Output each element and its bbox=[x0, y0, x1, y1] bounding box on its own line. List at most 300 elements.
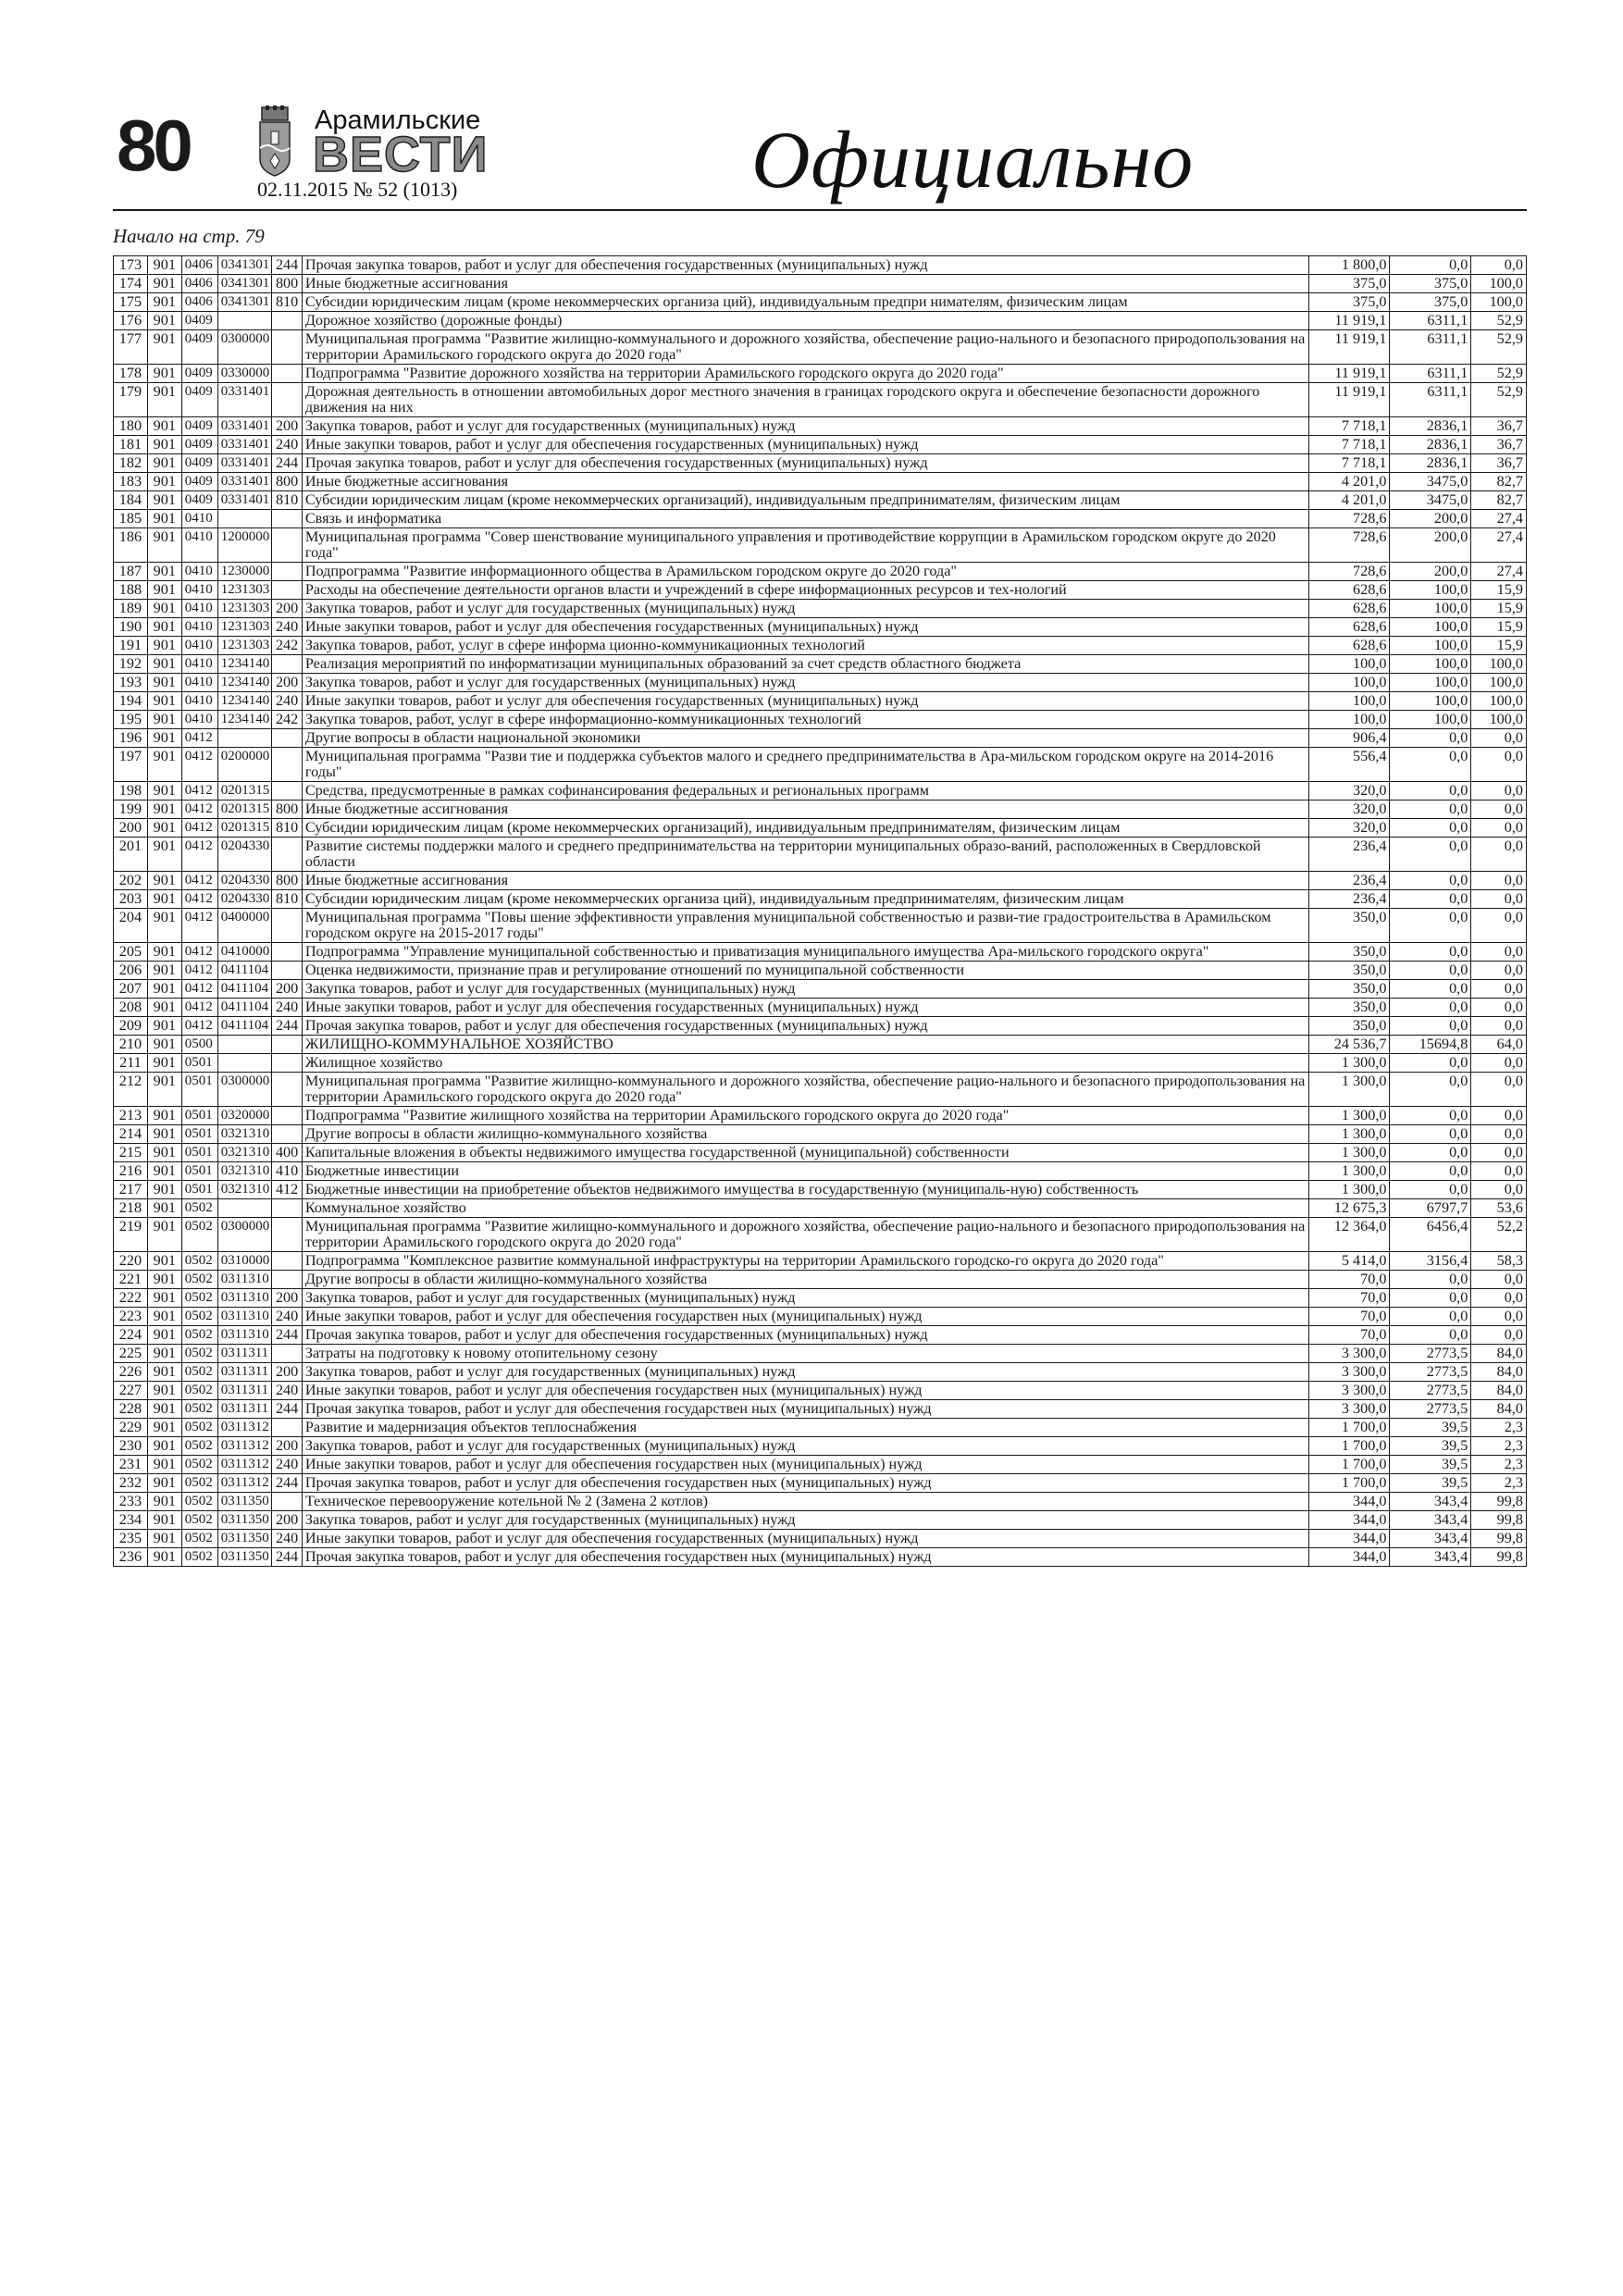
expense-type-code: 244 bbox=[272, 1326, 303, 1345]
department-code: 901 bbox=[147, 1530, 181, 1548]
row-number: 212 bbox=[114, 1073, 148, 1107]
table-row bbox=[114, 417, 1527, 436]
table-row bbox=[114, 782, 1527, 800]
planned-amount: 100,0 bbox=[1308, 655, 1390, 674]
actual-amount: 2836,1 bbox=[1390, 454, 1471, 473]
table-row bbox=[114, 1511, 1527, 1530]
target-article-code: 0311311 bbox=[217, 1382, 272, 1400]
table-row bbox=[114, 729, 1527, 748]
expense-name: ЖИЛИЩНО-КОММУНАЛЬНОЕ ХОЗЯЙСТВО bbox=[302, 1036, 1308, 1054]
row-number: 215 bbox=[114, 1144, 148, 1162]
expense-type-code: 240 bbox=[272, 1530, 303, 1548]
expense-name: Субсидии юридическим лицам (кроме некоммерческих организа ций), индивидуальным предпринимателям, физическим лицам bbox=[302, 890, 1308, 909]
department-code: 901 bbox=[147, 1345, 181, 1363]
section-code: 0410 bbox=[181, 711, 217, 729]
target-article-code: 1234140 bbox=[217, 711, 272, 729]
table-row bbox=[114, 1530, 1527, 1548]
section-code: 0410 bbox=[181, 528, 217, 563]
actual-amount: 0,0 bbox=[1390, 1289, 1471, 1308]
section-code: 0412 bbox=[181, 800, 217, 819]
execution-percent: 0,0 bbox=[1471, 1054, 1527, 1073]
planned-amount: 24 536,7 bbox=[1308, 1036, 1390, 1054]
expense-type-code bbox=[272, 782, 303, 800]
row-number: 178 bbox=[114, 365, 148, 383]
actual-amount: 0,0 bbox=[1390, 872, 1471, 890]
actual-amount: 2836,1 bbox=[1390, 417, 1471, 436]
actual-amount: 0,0 bbox=[1390, 1125, 1471, 1144]
expense-name: Субсидии юридическим лицам (кроме некоммерческих организа ций), индивидуальным предпри нимателям, физическим лицам bbox=[302, 293, 1308, 312]
execution-percent: 58,3 bbox=[1471, 1252, 1527, 1271]
expense-name: Бюджетные инвестиции на приобретение объектов недвижимого имущества в государственную (муниципаль-ную) собственность bbox=[302, 1181, 1308, 1199]
actual-amount: 0,0 bbox=[1390, 819, 1471, 838]
target-article-code: 0311310 bbox=[217, 1271, 272, 1289]
department-code: 901 bbox=[147, 563, 181, 581]
section-code: 0502 bbox=[181, 1511, 217, 1530]
execution-percent: 84,0 bbox=[1471, 1382, 1527, 1400]
expense-name: Закупка товаров, работ, услуг в сфере информационно-коммуникационных технологий bbox=[302, 711, 1308, 729]
section-title: Официально bbox=[751, 116, 1195, 205]
execution-percent: 36,7 bbox=[1471, 417, 1527, 436]
row-number: 177 bbox=[114, 330, 148, 365]
section-code: 0502 bbox=[181, 1271, 217, 1289]
table-row bbox=[114, 1419, 1527, 1437]
header-divider bbox=[113, 209, 1527, 211]
section-code: 0502 bbox=[181, 1218, 217, 1252]
execution-percent: 15,9 bbox=[1471, 581, 1527, 600]
section-code: 0502 bbox=[181, 1345, 217, 1363]
expense-name: Другие вопросы в области национальной экономики bbox=[302, 729, 1308, 748]
execution-percent: 0,0 bbox=[1471, 980, 1527, 999]
planned-amount: 350,0 bbox=[1308, 943, 1390, 962]
section-code: 0406 bbox=[181, 275, 217, 293]
planned-amount: 350,0 bbox=[1308, 962, 1390, 980]
department-code: 901 bbox=[147, 454, 181, 473]
execution-percent: 0,0 bbox=[1471, 1107, 1527, 1125]
department-code: 901 bbox=[147, 1308, 181, 1326]
section-code: 0412 bbox=[181, 819, 217, 838]
expense-name: Техническое перевооружение котельной № 2 (Замена 2 котлов) bbox=[302, 1493, 1308, 1511]
section-code: 0406 bbox=[181, 256, 217, 275]
department-code: 901 bbox=[147, 1326, 181, 1345]
actual-amount: 39,5 bbox=[1390, 1437, 1471, 1456]
expense-type-code: 244 bbox=[272, 1548, 303, 1567]
table-row bbox=[114, 872, 1527, 890]
section-code: 0410 bbox=[181, 618, 217, 637]
table-row bbox=[114, 980, 1527, 999]
section-code: 0502 bbox=[181, 1382, 217, 1400]
execution-percent: 0,0 bbox=[1471, 872, 1527, 890]
execution-percent: 100,0 bbox=[1471, 674, 1527, 692]
execution-percent: 0,0 bbox=[1471, 800, 1527, 819]
expense-name: Иные бюджетные ассигнования bbox=[302, 800, 1308, 819]
expense-type-code bbox=[272, 528, 303, 563]
row-number: 191 bbox=[114, 637, 148, 655]
expense-type-code bbox=[272, 1493, 303, 1511]
expense-type-code bbox=[272, 510, 303, 528]
section-code: 0412 bbox=[181, 838, 217, 872]
planned-amount: 1 300,0 bbox=[1308, 1107, 1390, 1125]
actual-amount: 100,0 bbox=[1390, 581, 1471, 600]
planned-amount: 344,0 bbox=[1308, 1548, 1390, 1567]
department-code: 901 bbox=[147, 600, 181, 618]
target-article-code: 0311311 bbox=[217, 1345, 272, 1363]
target-article-code: 0331401 bbox=[217, 491, 272, 510]
expense-type-code bbox=[272, 1252, 303, 1271]
target-article-code: 0201315 bbox=[217, 782, 272, 800]
target-article-code: 0411104 bbox=[217, 980, 272, 999]
planned-amount: 70,0 bbox=[1308, 1308, 1390, 1326]
expense-type-code: 244 bbox=[272, 454, 303, 473]
execution-percent: 100,0 bbox=[1471, 275, 1527, 293]
department-code: 901 bbox=[147, 1474, 181, 1493]
row-number: 229 bbox=[114, 1419, 148, 1437]
expense-name: Подпрограмма "Комплексное развитие коммунальной инфраструктуры на территории Арамильского городско-го округа до 2020 года" bbox=[302, 1252, 1308, 1271]
planned-amount: 350,0 bbox=[1308, 999, 1390, 1017]
execution-percent: 0,0 bbox=[1471, 1308, 1527, 1326]
expense-type-code bbox=[272, 1199, 303, 1218]
section-code: 0412 bbox=[181, 1017, 217, 1036]
target-article-code: 0310000 bbox=[217, 1252, 272, 1271]
actual-amount: 0,0 bbox=[1390, 980, 1471, 999]
planned-amount: 1 700,0 bbox=[1308, 1419, 1390, 1437]
expense-name: Иные закупки товаров, работ и услуг для обеспечения государствен ных (муниципальных) нужд bbox=[302, 1382, 1308, 1400]
section-code: 0502 bbox=[181, 1419, 217, 1437]
execution-percent: 100,0 bbox=[1471, 711, 1527, 729]
table-row bbox=[114, 674, 1527, 692]
execution-percent: 82,7 bbox=[1471, 491, 1527, 510]
section-code: 0502 bbox=[181, 1548, 217, 1567]
expense-type-code bbox=[272, 1073, 303, 1107]
table-row bbox=[114, 655, 1527, 674]
execution-percent: 15,9 bbox=[1471, 618, 1527, 637]
expense-type-code bbox=[272, 383, 303, 417]
target-article-code: 0410000 bbox=[217, 943, 272, 962]
expense-name: Подпрограмма "Развитие информационного общества в Арамильском городском округе до 2020 года" bbox=[302, 563, 1308, 581]
expense-name: Подпрограмма "Развитие жилищного хозяйства на территории Арамильского городского округа до 2020 года" bbox=[302, 1107, 1308, 1125]
row-number: 186 bbox=[114, 528, 148, 563]
target-article-code: 0320000 bbox=[217, 1107, 272, 1125]
actual-amount: 100,0 bbox=[1390, 600, 1471, 618]
target-article-code: 0300000 bbox=[217, 1073, 272, 1107]
execution-percent: 0,0 bbox=[1471, 729, 1527, 748]
section-code: 0412 bbox=[181, 962, 217, 980]
expense-name: Иные бюджетные ассигнования bbox=[302, 473, 1308, 491]
row-number: 223 bbox=[114, 1308, 148, 1326]
actual-amount: 200,0 bbox=[1390, 528, 1471, 563]
actual-amount: 343,4 bbox=[1390, 1530, 1471, 1548]
target-article-code: 0300000 bbox=[217, 1218, 272, 1252]
budget-table bbox=[113, 255, 1527, 1567]
expense-name: Закупка товаров, работ и услуг для государственных (муниципальных) нужд bbox=[302, 417, 1308, 436]
row-number: 236 bbox=[114, 1548, 148, 1567]
planned-amount: 3 300,0 bbox=[1308, 1345, 1390, 1363]
target-article-code: 0311311 bbox=[217, 1363, 272, 1382]
actual-amount: 6311,1 bbox=[1390, 383, 1471, 417]
actual-amount: 0,0 bbox=[1390, 1181, 1471, 1199]
planned-amount: 1 800,0 bbox=[1308, 256, 1390, 275]
department-code: 901 bbox=[147, 748, 181, 782]
department-code: 901 bbox=[147, 909, 181, 943]
expense-type-code: 244 bbox=[272, 1474, 303, 1493]
table-row bbox=[114, 600, 1527, 618]
row-number: 227 bbox=[114, 1382, 148, 1400]
target-article-code: 0321310 bbox=[217, 1125, 272, 1144]
planned-amount: 236,4 bbox=[1308, 890, 1390, 909]
section-code: 0409 bbox=[181, 417, 217, 436]
department-code: 901 bbox=[147, 528, 181, 563]
actual-amount: 39,5 bbox=[1390, 1474, 1471, 1493]
department-code: 901 bbox=[147, 1419, 181, 1437]
section-code: 0409 bbox=[181, 365, 217, 383]
page-number: 80 bbox=[117, 105, 190, 186]
planned-amount: 1 300,0 bbox=[1308, 1125, 1390, 1144]
department-code: 901 bbox=[147, 275, 181, 293]
section-code: 0410 bbox=[181, 692, 217, 711]
planned-amount: 320,0 bbox=[1308, 819, 1390, 838]
table-row bbox=[114, 365, 1527, 383]
planned-amount: 906,4 bbox=[1308, 729, 1390, 748]
table-row bbox=[114, 330, 1527, 365]
row-number: 210 bbox=[114, 1036, 148, 1054]
expense-name: Закупка товаров, работ и услуг для государственных (муниципальных) нужд bbox=[302, 980, 1308, 999]
expense-type-code bbox=[272, 655, 303, 674]
section-code: 0501 bbox=[181, 1054, 217, 1073]
row-number: 225 bbox=[114, 1345, 148, 1363]
expense-name: Подпрограмма "Развитие дорожного хозяйства на территории Арамильского городского округа до 2020 года" bbox=[302, 365, 1308, 383]
planned-amount: 728,6 bbox=[1308, 528, 1390, 563]
row-number: 230 bbox=[114, 1437, 148, 1456]
expense-name: Подпрограмма "Управление муниципальной собственностью и приватизация муниципального имущества Ара-мильского городского округа" bbox=[302, 943, 1308, 962]
execution-percent: 0,0 bbox=[1471, 1271, 1527, 1289]
expense-name: Дорожная деятельность в отношении автомобильных дорог местного значения в границах городского округа и обеспечение безопасности дорожного движения на них bbox=[302, 383, 1308, 417]
row-number: 175 bbox=[114, 293, 148, 312]
department-code: 901 bbox=[147, 383, 181, 417]
expense-type-code: 244 bbox=[272, 256, 303, 275]
section-code: 0501 bbox=[181, 1125, 217, 1144]
expense-type-code bbox=[272, 312, 303, 330]
expense-name: Иные закупки товаров, работ и услуг для обеспечения государственных (муниципальных) нужд bbox=[302, 618, 1308, 637]
table-row bbox=[114, 943, 1527, 962]
execution-percent: 0,0 bbox=[1471, 999, 1527, 1017]
target-article-code: 0311312 bbox=[217, 1456, 272, 1474]
planned-amount: 320,0 bbox=[1308, 782, 1390, 800]
table-row bbox=[114, 473, 1527, 491]
actual-amount: 2836,1 bbox=[1390, 436, 1471, 454]
actual-amount: 343,4 bbox=[1390, 1511, 1471, 1530]
row-number: 197 bbox=[114, 748, 148, 782]
department-code: 901 bbox=[147, 1363, 181, 1382]
actual-amount: 6456,4 bbox=[1390, 1218, 1471, 1252]
planned-amount: 350,0 bbox=[1308, 980, 1390, 999]
execution-percent: 0,0 bbox=[1471, 748, 1527, 782]
row-number: 174 bbox=[114, 275, 148, 293]
expense-name: Связь и информатика bbox=[302, 510, 1308, 528]
row-number: 194 bbox=[114, 692, 148, 711]
actual-amount: 6797,7 bbox=[1390, 1199, 1471, 1218]
actual-amount: 0,0 bbox=[1390, 909, 1471, 943]
actual-amount: 2773,5 bbox=[1390, 1345, 1471, 1363]
execution-percent: 0,0 bbox=[1471, 890, 1527, 909]
expense-type-code bbox=[272, 1054, 303, 1073]
row-number: 213 bbox=[114, 1107, 148, 1125]
department-code: 901 bbox=[147, 711, 181, 729]
expense-type-code: 242 bbox=[272, 637, 303, 655]
execution-percent: 99,8 bbox=[1471, 1493, 1527, 1511]
expense-type-code bbox=[272, 1271, 303, 1289]
planned-amount: 1 300,0 bbox=[1308, 1144, 1390, 1162]
planned-amount: 344,0 bbox=[1308, 1530, 1390, 1548]
actual-amount: 15694,8 bbox=[1390, 1036, 1471, 1054]
row-number: 192 bbox=[114, 655, 148, 674]
execution-percent: 0,0 bbox=[1471, 1017, 1527, 1036]
section-code: 0406 bbox=[181, 293, 217, 312]
execution-percent: 99,8 bbox=[1471, 1530, 1527, 1548]
table-row bbox=[114, 491, 1527, 510]
planned-amount: 3 300,0 bbox=[1308, 1363, 1390, 1382]
row-number: 234 bbox=[114, 1511, 148, 1530]
department-code: 901 bbox=[147, 838, 181, 872]
section-code: 0409 bbox=[181, 436, 217, 454]
planned-amount: 556,4 bbox=[1308, 748, 1390, 782]
department-code: 901 bbox=[147, 729, 181, 748]
planned-amount: 236,4 bbox=[1308, 838, 1390, 872]
table-row bbox=[114, 618, 1527, 637]
table-row bbox=[114, 1054, 1527, 1073]
table-row bbox=[114, 1252, 1527, 1271]
expense-type-code: 400 bbox=[272, 1144, 303, 1162]
section-code: 0502 bbox=[181, 1289, 217, 1308]
table-row bbox=[114, 1036, 1527, 1054]
actual-amount: 0,0 bbox=[1390, 1017, 1471, 1036]
target-article-code bbox=[217, 1054, 272, 1073]
actual-amount: 3475,0 bbox=[1390, 491, 1471, 510]
actual-amount: 0,0 bbox=[1390, 1107, 1471, 1125]
expense-name: Субсидии юридическим лицам (кроме некоммерческих организаций), индивидуальным предпринимателям, физическим лицам bbox=[302, 819, 1308, 838]
target-article-code: 0311350 bbox=[217, 1493, 272, 1511]
expense-type-code: 800 bbox=[272, 275, 303, 293]
expense-name: Реализация мероприятий по информатизации муниципальных образований за счет средств областного бюджета bbox=[302, 655, 1308, 674]
row-number: 218 bbox=[114, 1199, 148, 1218]
section-code: 0412 bbox=[181, 980, 217, 999]
expense-name: Другие вопросы в области жилищно-коммунального хозяйства bbox=[302, 1125, 1308, 1144]
department-code: 901 bbox=[147, 365, 181, 383]
planned-amount: 100,0 bbox=[1308, 711, 1390, 729]
expense-type-code: 412 bbox=[272, 1181, 303, 1199]
planned-amount: 1 300,0 bbox=[1308, 1162, 1390, 1181]
row-number: 179 bbox=[114, 383, 148, 417]
expense-type-code bbox=[272, 581, 303, 600]
department-code: 901 bbox=[147, 1289, 181, 1308]
section-code: 0501 bbox=[181, 1181, 217, 1199]
planned-amount: 4 201,0 bbox=[1308, 473, 1390, 491]
planned-amount: 236,4 bbox=[1308, 872, 1390, 890]
expense-type-code bbox=[272, 729, 303, 748]
expense-name: Прочая закупка товаров, работ и услуг для обеспечения государственных (муниципальных) нужд bbox=[302, 1326, 1308, 1345]
department-code: 901 bbox=[147, 782, 181, 800]
target-article-code: 0331401 bbox=[217, 436, 272, 454]
row-number: 182 bbox=[114, 454, 148, 473]
department-code: 901 bbox=[147, 800, 181, 819]
expense-type-code bbox=[272, 748, 303, 782]
table-row bbox=[114, 436, 1527, 454]
table-row bbox=[114, 563, 1527, 581]
table-row bbox=[114, 800, 1527, 819]
actual-amount: 200,0 bbox=[1390, 510, 1471, 528]
expense-name: Закупка товаров, работ и услуг для государственных (муниципальных) нужд bbox=[302, 674, 1308, 692]
expense-type-code: 240 bbox=[272, 1382, 303, 1400]
planned-amount: 350,0 bbox=[1308, 1017, 1390, 1036]
execution-percent: 27,4 bbox=[1471, 528, 1527, 563]
expense-name: Иные закупки товаров, работ и услуг для обеспечения государственных (муниципальных) нужд bbox=[302, 1530, 1308, 1548]
expense-name: Прочая закупка товаров, работ и услуг для обеспечения государствен ных (муниципальных) нужд bbox=[302, 1474, 1308, 1493]
execution-percent: 2,3 bbox=[1471, 1419, 1527, 1437]
table-row bbox=[114, 1144, 1527, 1162]
row-number: 180 bbox=[114, 417, 148, 436]
expense-name: Иные закупки товаров, работ и услуг для обеспечения государственных (муниципальных) нужд bbox=[302, 999, 1308, 1017]
expense-name: Муниципальная программа "Разви тие и поддержка субъектов малого и среднего предпринимательства в Ара-мильском городском округе на 2014-2016 годы" bbox=[302, 748, 1308, 782]
row-number: 231 bbox=[114, 1456, 148, 1474]
section-code: 0410 bbox=[181, 563, 217, 581]
planned-amount: 344,0 bbox=[1308, 1493, 1390, 1511]
actual-amount: 0,0 bbox=[1390, 999, 1471, 1017]
target-article-code: 0204330 bbox=[217, 872, 272, 890]
row-number: 173 bbox=[114, 256, 148, 275]
department-code: 901 bbox=[147, 1199, 181, 1218]
department-code: 901 bbox=[147, 581, 181, 600]
execution-percent: 52,2 bbox=[1471, 1218, 1527, 1252]
planned-amount: 11 919,1 bbox=[1308, 365, 1390, 383]
planned-amount: 728,6 bbox=[1308, 563, 1390, 581]
row-number: 200 bbox=[114, 819, 148, 838]
planned-amount: 628,6 bbox=[1308, 637, 1390, 655]
expense-type-code: 800 bbox=[272, 473, 303, 491]
execution-percent: 99,8 bbox=[1471, 1548, 1527, 1567]
expense-name: Иные закупки товаров, работ и услуг для обеспечения государственных (муниципальных) нужд bbox=[302, 436, 1308, 454]
section-code: 0501 bbox=[181, 1107, 217, 1125]
table-row bbox=[114, 1218, 1527, 1252]
execution-percent: 2,3 bbox=[1471, 1474, 1527, 1493]
table-row bbox=[114, 1437, 1527, 1456]
table-row bbox=[114, 293, 1527, 312]
expense-type-code: 240 bbox=[272, 618, 303, 637]
actual-amount: 375,0 bbox=[1390, 293, 1471, 312]
department-code: 901 bbox=[147, 637, 181, 655]
section-code: 0410 bbox=[181, 510, 217, 528]
expense-type-code: 240 bbox=[272, 436, 303, 454]
expense-name: Субсидии юридическим лицам (кроме некоммерческих организаций), индивидуальным предпринимателям, физическим лицам bbox=[302, 491, 1308, 510]
expense-type-code: 810 bbox=[272, 491, 303, 510]
section-code: 0502 bbox=[181, 1252, 217, 1271]
actual-amount: 0,0 bbox=[1390, 838, 1471, 872]
row-number: 216 bbox=[114, 1162, 148, 1181]
department-code: 901 bbox=[147, 1548, 181, 1567]
target-article-code bbox=[217, 312, 272, 330]
section-code: 0502 bbox=[181, 1400, 217, 1419]
expense-name: Прочая закупка товаров, работ и услуг для обеспечения государственных (муниципальных) нужд bbox=[302, 1017, 1308, 1036]
target-article-code bbox=[217, 510, 272, 528]
expense-name: Развитие и мадернизация объектов теплоснабжения bbox=[302, 1419, 1308, 1437]
table-row bbox=[114, 256, 1527, 275]
execution-percent: 0,0 bbox=[1471, 1289, 1527, 1308]
row-number: 183 bbox=[114, 473, 148, 491]
planned-amount: 1 700,0 bbox=[1308, 1456, 1390, 1474]
target-article-code bbox=[217, 1199, 272, 1218]
actual-amount: 100,0 bbox=[1390, 711, 1471, 729]
expense-name: Закупка товаров, работ и услуг для государственных (муниципальных) нужд bbox=[302, 600, 1308, 618]
row-number: 184 bbox=[114, 491, 148, 510]
department-code: 901 bbox=[147, 999, 181, 1017]
budget-table-body bbox=[114, 256, 1527, 1567]
